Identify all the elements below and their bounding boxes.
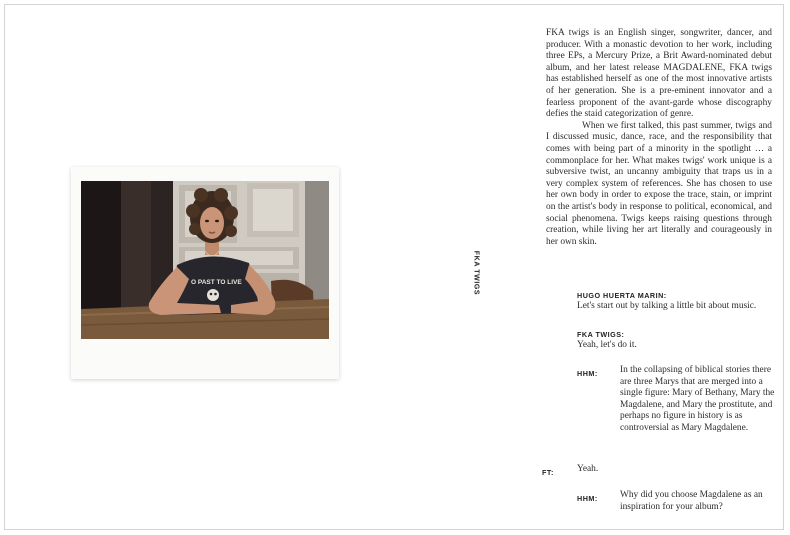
interview-speaker-2: FKA TWIGS:: [577, 330, 625, 339]
magazine-spread: [4, 4, 784, 530]
portrait-illustration: [81, 181, 329, 339]
intro-text: [546, 28, 772, 248]
running-title-text: FKA TWIGS: [472, 250, 480, 296]
polaroid-photo-frame: [71, 167, 339, 379]
interview-speaker-4: FT:: [542, 468, 554, 477]
running-title: [471, 243, 481, 303]
portrait-photo: [81, 181, 329, 339]
interview-text-4: Yeah.: [577, 464, 599, 474]
interview-text-2: Yeah, let's do it.: [577, 340, 637, 350]
interview-text-5: Why did you choose Magdalene as an inspiration for your album?: [620, 490, 763, 512]
intro-paragraph-1: FKA twigs is an English singer, songwriter, dancer, and producer. With a monastic devotion to her work, including three EPs, a Mercury Prize, a Brit Award-nominated debut album, and her latest release MAGDALENE, FKA twigs has established herself as one of the most innovative artists of her generation. She is a pre-eminent innovator and a fearless proponent of the avant-garde whose discography defies the staid categorization of genre.: [546, 28, 772, 120]
interview-speaker-3: HHM:: [577, 369, 598, 378]
interview-speaker-1: HUGO HUERTA MARIN:: [577, 291, 667, 300]
intro-paragraph-2: When we first talked, this past summer, twigs and I discussed music, dance, race, and the responsibility that comes with being part of a minority in the spotlight … a commonplace for her. What makes twigs' work unique is a subversive twist, an uncanny ambiguity that traps us in a very complex system of references. She has chosen to use her own body in order to expose the trace, stain, or imprint on the artist's body in response to political, economical, and social phenomena. Twigs keeps raising questions through creation, while living her art literally and courageously in her own skin.: [546, 120, 772, 247]
shirt-print-text: O PAST TO LIVE: [191, 279, 242, 286]
interview-text-3: In the collapsing of biblical stories there are three Marys that are merged into a single figure: Mary of Bethany, Mary the Magdalene, and Mary the prostitute, and perhaps no figure in history is as controversial as Mary Magdalene.: [620, 365, 775, 433]
interview-speaker-5: HHM:: [577, 494, 598, 503]
interview-text-1: Let's start out by talking a little bit about music.: [577, 301, 757, 311]
